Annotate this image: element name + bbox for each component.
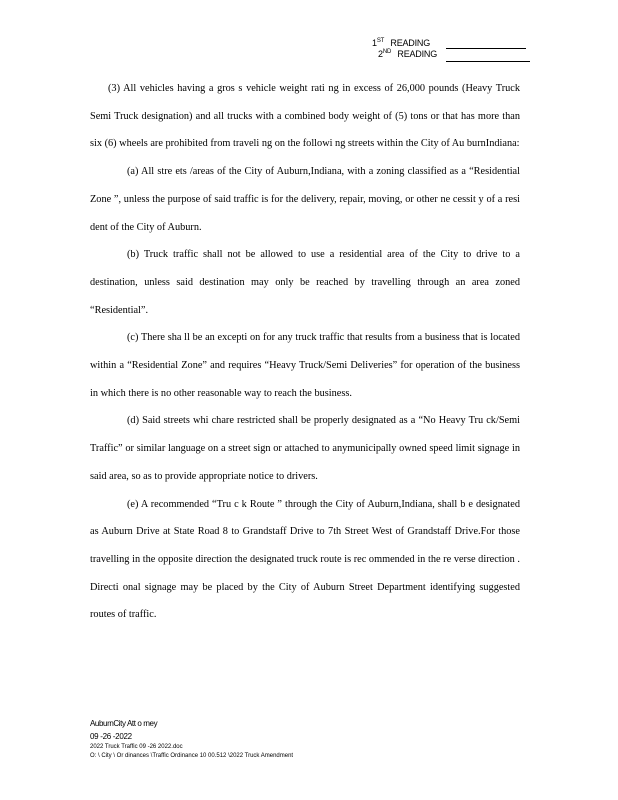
first-reading-label (372, 38, 430, 48)
second-reading-label (378, 49, 437, 59)
footer-filename: 2022 Truck Traffic 09 -26 2022.doc (90, 744, 183, 750)
second-reading-number: 2 (378, 49, 383, 59)
second-reading-word: READING (397, 49, 438, 59)
paragraph-e: (e) A recommended “Tru c k Route ” through the City of Auburn,Indiana, shall b e designated as Auburn Drive at State Road 8 to Grandstaff Drive to 7th Street West of Grandstaff Drive.For those travelling in the opposite direction the designated truck route is rec ommended in the re verse direction . Directi onal signage may be placed by the City of Auburn Street Department identifying suggested routes of traffic. (90, 498, 520, 621)
second-reading-suffix: ND (382, 49, 392, 55)
footer-attorney: AuburnCity Att o rney (90, 719, 158, 728)
footer-filepath: O: \ City \ Or dinances \Traffic Ordinance 10 00.512 \2022 Truck Amendment (90, 753, 294, 759)
paragraph-a: (a) All stre ets /areas of the City of Auburn,Indiana, with a zoning classified as a “Residential Zone ”, unless the purpose of said traffic is for the delivery, repair, moving, or other ne cessit y of a resi dent of the City of Auburn. (90, 166, 520, 233)
footer-date: 09 -26 -2022 (90, 732, 132, 741)
paragraph-c: (c) There sha ll be an excepti on for any truck traffic that results from a business that is located within a “Residential Zone” and requires “Heavy Truck/Semi Deliveries” for operation of the business in which there is no other reasonable way to reach the business. (90, 332, 520, 399)
paragraph-b: (b) Truck traffic shall not be allowed to use a residential area of the City to drive to a destination, unless said destination may only be reached by travelling through an area zoned “Residential”. (90, 249, 520, 316)
first-reading-number: 1 (372, 38, 377, 48)
paragraph-3: (3) All vehicles having a gros s vehicle weight rati ng in excess of 26,000 pounds (Heavy Truck Semi Truck designation) and all trucks with a combined body weight of (5) tons or that has more than six (6) wheels are prohibited from traveli ng on the followi ng streets within the City of Au burnIndiana: (90, 83, 520, 150)
second-reading-signature-line (446, 61, 530, 62)
paragraph-d: (d) Said streets whi chare restricted shall be properly designated as a “No Heavy Tru ck/Semi Traffic” or similar language on a street sign or attached to anymunicipally owned speed limit signage in said area, so as to provide appropriate notice to drivers. (90, 415, 520, 482)
first-reading-word: READING (390, 38, 431, 48)
first-reading-signature-line (446, 48, 526, 49)
first-reading-suffix: ST (376, 38, 385, 44)
ordinance-body (90, 75, 520, 629)
